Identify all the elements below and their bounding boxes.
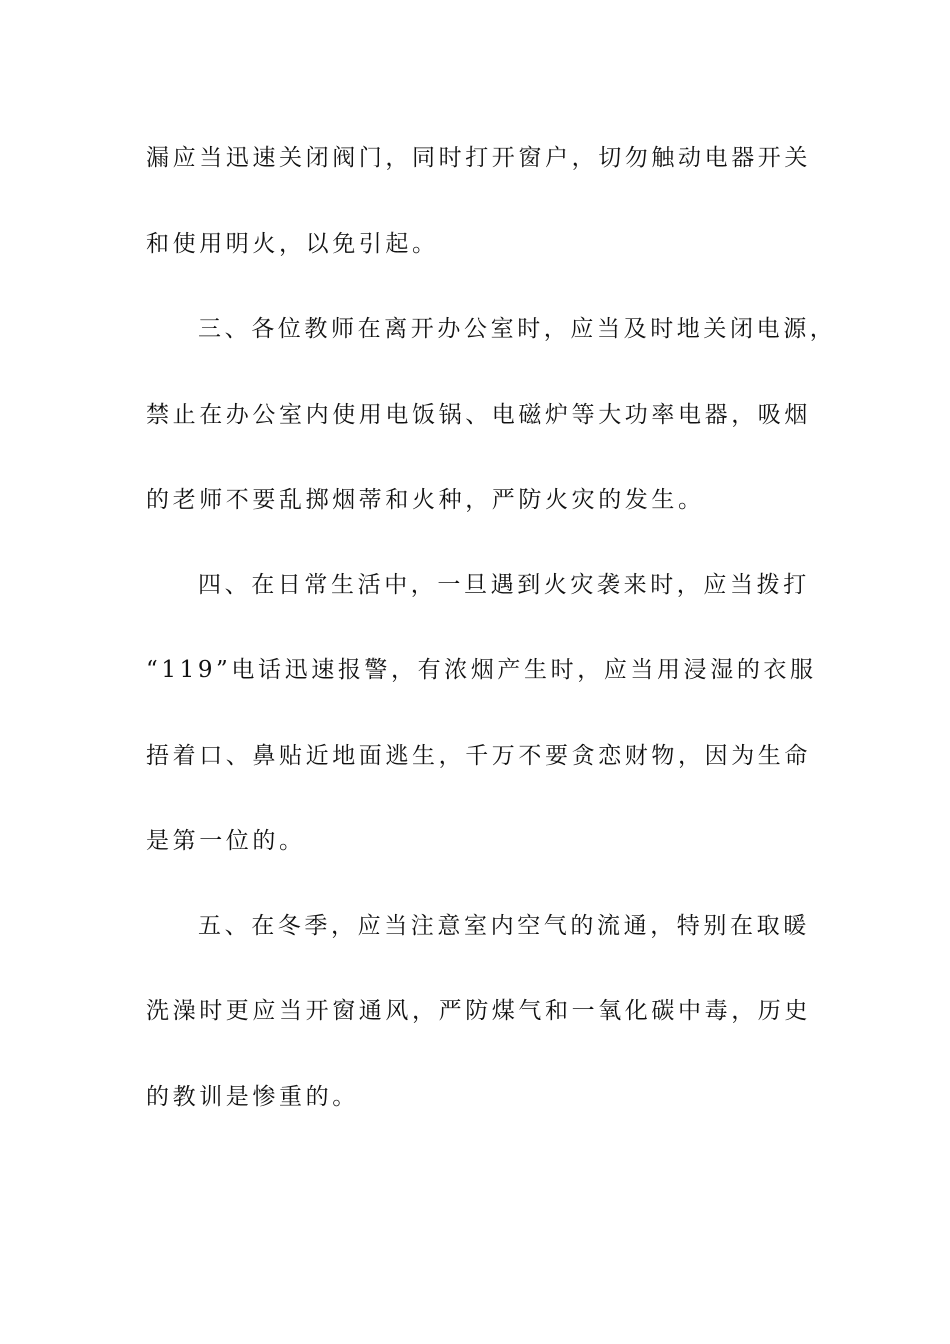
text-line: 捂着口、鼻贴近地面逃生，千万不要贪恋财物，因为生命 xyxy=(146,743,811,769)
text-line: 和使用明火，以免引起。 xyxy=(146,231,439,257)
paragraph-five-start: 五、在冬季，应当注意室内空气的流通，特别在取暖 xyxy=(198,913,810,939)
text-line: 洗澡时更应当开窗通风，严防煤气和一氧化碳中毒，历史 xyxy=(146,998,811,1024)
paragraph-four-start: 四、在日常生活中，一旦遇到火灾袭来时，应当拨打 xyxy=(198,572,810,598)
text-line: 是第一位的。 xyxy=(146,828,306,854)
text-line: 禁止在办公室内使用电饭锅、电磁炉等大功率电器，吸烟 xyxy=(146,402,811,428)
text-line: 的教训是惨重的。 xyxy=(146,1084,359,1110)
text-line: 漏应当迅速关闭阀门，同时打开窗户，切勿触动电器开关 xyxy=(146,145,811,171)
text-line: 的老师不要乱掷烟蒂和火种，严防火灾的发生。 xyxy=(146,487,705,513)
text-line: “119”电话迅速报警，有浓烟产生时，应当用浸湿的衣服 xyxy=(146,657,817,683)
paragraph-three-start: 三、各位教师在离开办公室时，应当及时地关闭电源， xyxy=(198,316,837,342)
